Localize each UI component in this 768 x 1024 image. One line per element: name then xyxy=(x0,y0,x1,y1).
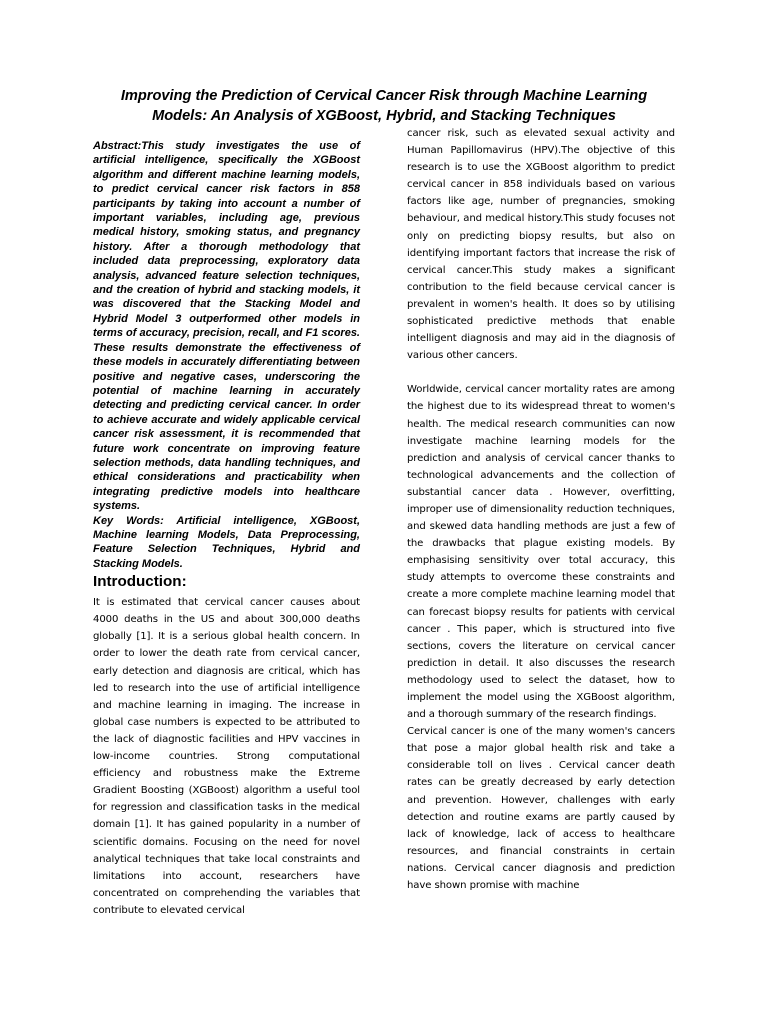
introduction-paragraph: It is estimated that cervical cancer causes about 4000 deaths in the US and about 300,000 deaths globally [1]. It is a serious global health concern. In order to lower the death rate from cervical cancer, early detection and diagnosis are critical, which has led to research into the use of artificial intelligence and machine learning in imaging. The increase in global case numbers is expected to be attributed to the lack of diagnostic facilities and HPV vaccines in low-income countries. Strong computational efficiency and robustness make the Extreme Gradient Boosting (XGBoost) algorithm a useful tool for regression and classification tasks in the medical domain [1]. It has gained popularity in a number of scientific domains. Focusing on the need for novel analytical techniques that take local constraints and limitations into account, researchers have concentrated on comprehending the variables that contribute to elevated cervical xyxy=(93,597,360,916)
abstract: Abstract:This study investigates the use of artificial intelligence, specifically the XGBoost algorithm and different machine learning models, to predict cervical cancer risk factors in 858 participants by taking into account a number of important variables, including age, previous medical history, smoking status, and pregnancy history. After a thorough methodology that included data preprocessing, exploratory data analysis, advanced feature selection techniques, and the creation of hybrid and stacking models, it was discovered that the Stacking Model and Hybrid Model 3 outperformed other models in terms of accuracy, precision, recall, and F1 scores. These results demonstrate the effectiveness of these models in accurately differentiating between positive and negative cases, underscoring the potential of machine learning in accurately detecting and predicting cervical cancer. In order to achieve accurate and widely applicable cervical cancer risk assessment, it is recommended that future work concentrate on improving feature selection methods, data handling techniques, and ethical considerations and practicability when integrating predictive models into healthcare systems. xyxy=(93,140,360,513)
right-paragraph-2: Worldwide, cervical cancer mortality rates are among the highest due to its widespread threat to women's health. The medical research communities can now investigate machine learning models for the prediction and analysis of cervical cancer thanks to technological advancements and the collection of substantial cancer data . However, overfitting, improper use of dimensionality reduction techniques, and skewed data handling methods are just a few of the drawbacks that plague existing models. By emphasising sensitivity over total accuracy, this study attempts to overcome these constraints and create a more complete machine learning model that can forecast biopsy results for patients with cervical cancer . This paper, which is structured into five sections, covers the literature on cervical cancer prediction in detail. It also discusses the research methodology used to select the dataset, how to implement the model using the XGBoost algorithm, and a thorough summary of the research findings. xyxy=(407,384,675,721)
right-column xyxy=(407,125,675,894)
left-column xyxy=(93,139,360,919)
paper-title: Improving the Prediction of Cervical Cancer Risk through Machine Learning Models: An Analysis of XGBoost, Hybrid, and Stacking Techniques xyxy=(120,88,648,124)
introduction-heading: Introduction: xyxy=(93,573,187,591)
right-paragraph-3: Cervical cancer is one of the many women's cancers that pose a major global health risk and take a considerable toll on lives . Cervical cancer death rates can be greatly decreased by early detection and prevention. However, challenges with early detection and routine exams are partly caused by lack of knowledge, lack of access to healthcare resources, and financial constraints in certain nations. Cervical cancer diagnosis and prediction have shown promise with machine xyxy=(407,726,675,892)
paragraph-spacer xyxy=(407,364,675,381)
right-paragraph-1: cancer risk, such as elevated sexual activity and Human Papillomavirus (HPV).The objective of this research is to use the XGBoost algorithm to predict cervical cancer in 858 individuals based on various factors like age, number of pregnancies, smoking behaviour, and medical history.This study focuses not only on predicting biopsy results, but also on identifying important factors that increase the risk of cervical cancer.This study makes a significant contribution to the field because cervical cancer is prevalent in women's health. It does so by utilising sophisticated predictive methods that enable intelligent diagnosis and may aid in the diagnosis of various other cancers. xyxy=(407,128,675,362)
keywords: Key Words: Artificial intelligence, XGBoost, Machine learning Models, Data Preprocessing, Feature Selection Techniques, Hybrid and Stacking Models. xyxy=(93,514,360,570)
